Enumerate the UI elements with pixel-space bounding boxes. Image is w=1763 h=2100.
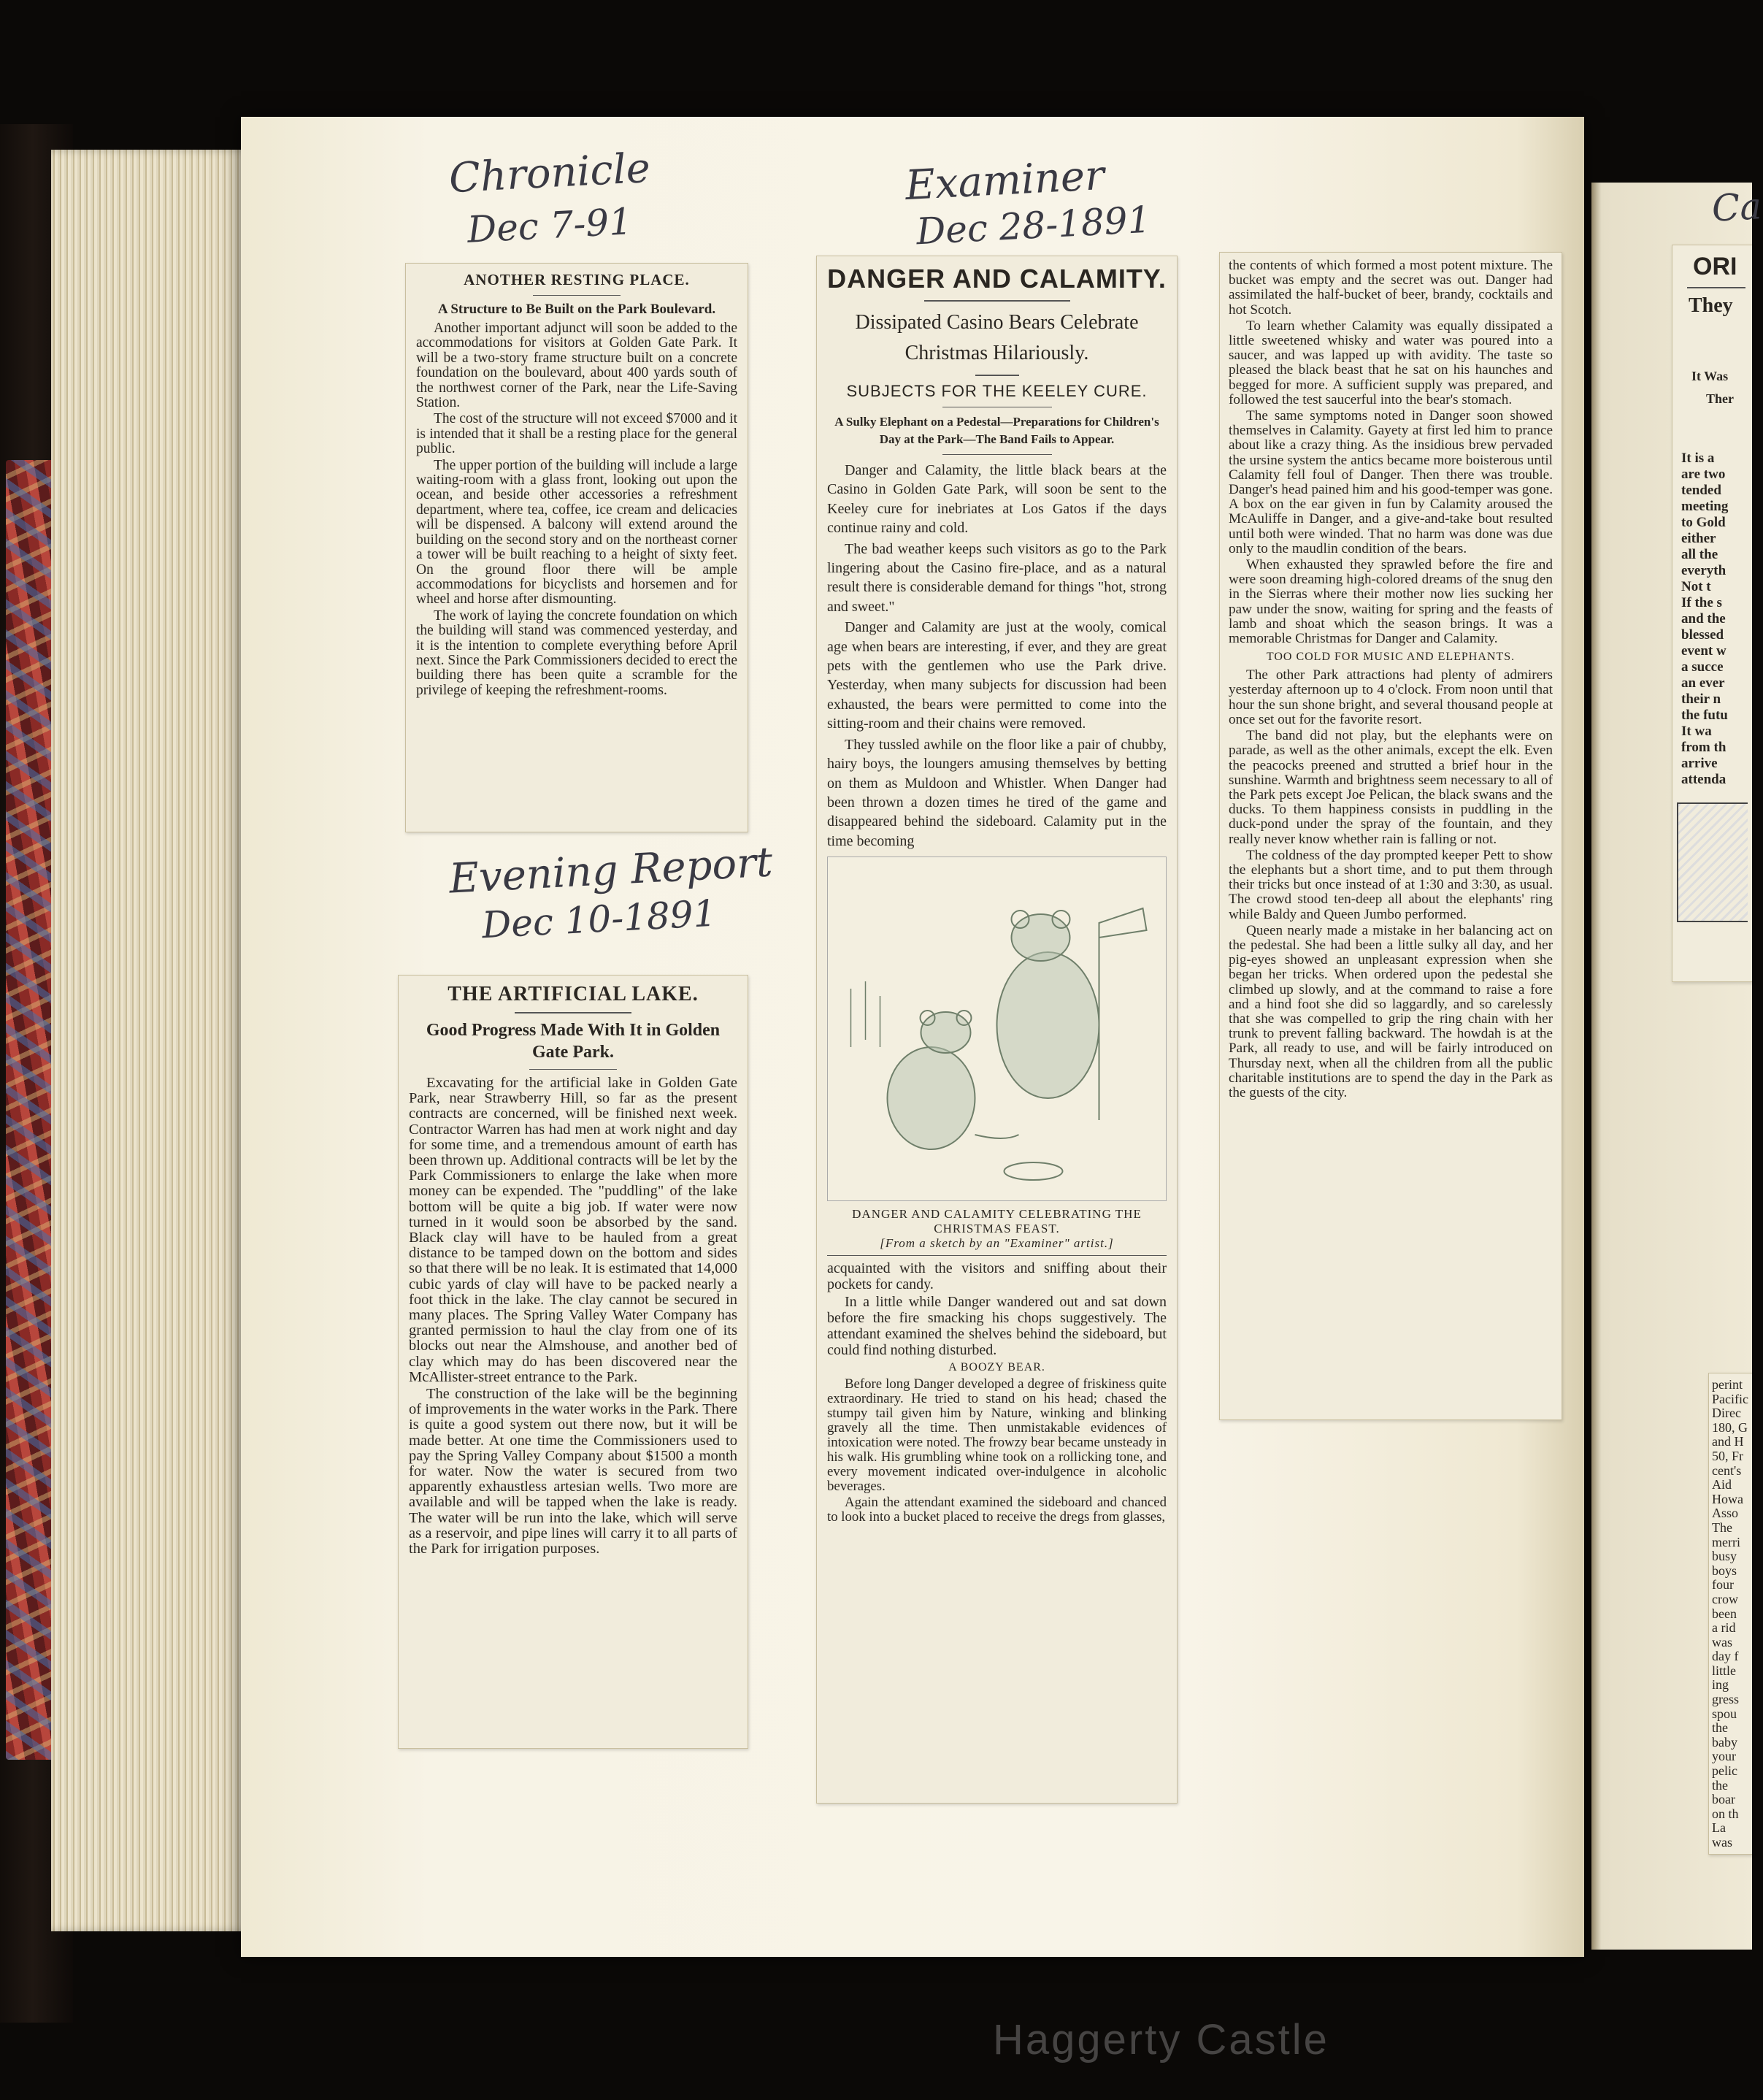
- text-line: tended: [1681, 483, 1721, 498]
- watermark: Haggerty Castle: [993, 2016, 1329, 2063]
- bear-danger-figure: [997, 911, 1099, 1098]
- paragraph: Excavating for the artificial lake in Golden Gate Park, near Strawberry Hill, so far as the present contracts are concerned, will be finished next week. Contractor Warren has had men at work night and day for some time, and a tremendous amount of earth has been thrown up. Additional contracts will be let by the Park Commissioners to enlarge the lake when more money can be expended. The "puddling" of the lake bottom will be quite a big job. If water were now turned in it would soon be absorbed by the sand. Black clay will have to be hauled from a great distance to be tamped down on the bottom and sides so that there will be no leak. It is estimated that 14,000 cubic yards of clay will have to be packed nearly a foot thick in the lake. The clay cannot be secured in many places. The Spring Valley Water Company has granted permission to haul the clay from one of its blocks out near the Almshouse, and another bed of clay which may do has been discovered near the McAllister-street entrance to the Park.: [409, 1075, 737, 1385]
- text-line: on th: [1712, 1806, 1739, 1821]
- article-body-section: [1229, 668, 1553, 1100]
- text-line: been: [1712, 1606, 1737, 1621]
- text-line: boar: [1712, 1792, 1735, 1807]
- handwritten-date-evening-report: Dec 10-1891: [480, 892, 718, 947]
- text-line: are two: [1681, 467, 1726, 482]
- illustration-fragment: [1677, 802, 1748, 922]
- text-line: blessed: [1681, 627, 1724, 643]
- paragraph: Danger and Calamity are just at the wooly, comical age when bears are interesting, if ever, and they are great pets with the gentlemen who use the Park drive. Yesterday, when many subjects for discussion had been exhausted, the bears were permitted to come into the sitting-room and their chains were removed.: [827, 619, 1167, 732]
- headline: THE ARTIFICIAL LAKE.: [448, 983, 699, 1005]
- bottle-flag: [1099, 908, 1147, 938]
- divider: [533, 295, 621, 296]
- text-line: the futu: [1681, 708, 1728, 723]
- paragraph: The bad weather keeps such visitors as go to the Park lingering about the Casino fire-place, and as a natural result there is considerable demand for things "hot, strong and sweet.": [827, 540, 1167, 615]
- text-line: 50, Fr: [1712, 1448, 1744, 1463]
- divider: [942, 454, 1052, 455]
- handwritten-next-page: Ca: [1710, 185, 1763, 230]
- paragraph: The work of laying the concrete foundation on which the building will stand was commenced yesterday, and it is the intention to complete everything before April next. Since the Park Commissioners decided to erect the building there has been quite a scramble for the privilege of keeping the refreshment-rooms.: [416, 608, 737, 698]
- text-line: Pacific: [1712, 1391, 1748, 1406]
- text-line: your: [1712, 1749, 1736, 1764]
- subheadline: A Structure to Be Built on the Park Boulevard.: [437, 302, 716, 317]
- clipping-artificial-lake: [398, 975, 748, 1749]
- subheadline-fragment: They: [1689, 294, 1733, 317]
- text-line: It is a: [1681, 451, 1715, 466]
- divider: [924, 300, 1070, 302]
- paragraph: The same symptoms noted in Danger soon showed themselves in Calamity. Gayety at first led him to prance about like a crazy thing. As the insidious brew pervaded the ursine system the antics became more boisterous until Calamity fell foul of Danger. Then there was trouble. Danger's head pained him and his good-temper was gone. A box on the ear given in fun by Calamity aroused the McAuliffe in Danger, and a give-and-take bout resulted until both were winded. That no harm was done was due only to the maudlin condition of the bears.: [1229, 408, 1553, 556]
- article-body-continued: [827, 1260, 1167, 1358]
- text-line: cent's: [1712, 1463, 1742, 1478]
- article-body: [409, 1076, 737, 1557]
- text-line: arrive: [1681, 756, 1718, 771]
- divider: [515, 1012, 631, 1013]
- divider: [1687, 287, 1745, 288]
- text-line: spou: [1712, 1706, 1737, 1721]
- section-heading: TOO COLD FOR MUSIC AND ELEPHANTS.: [1266, 651, 1516, 664]
- text-line: and H: [1712, 1434, 1744, 1449]
- paragraph: acquainted with the visitors and sniffing about their pockets for candy.: [827, 1260, 1167, 1293]
- text-line: four: [1712, 1577, 1734, 1593]
- text-line: an ever: [1681, 675, 1725, 691]
- article-body: [1229, 258, 1553, 646]
- text-line: was: [1712, 1634, 1732, 1649]
- divider: [827, 1255, 1167, 1256]
- text-fragments: [1677, 451, 1748, 788]
- illustration-caption: DANGER AND CALAMITY CELEBRATING THE CHRISTMAS FEAST.: [852, 1207, 1142, 1236]
- divider: [529, 1069, 617, 1070]
- text-line: meeting: [1681, 499, 1729, 514]
- text-line: Direc: [1712, 1406, 1741, 1421]
- paragraph: The upper portion of the building will include a large waiting-room with a glass front, looking out upon the ocean, and beside other accessories a refreshment department, where tea, coffee, ice cream and delicacies will be dispensed. A balcony will extend around the building on the second story and on the northeast corner a tower will be built reaching to a height of sixty feet. On the ground floor there will be ample accommodations for bicyclists and horsemen and for wheel and horse after dismounting.: [416, 457, 737, 608]
- headline: ANOTHER RESTING PLACE.: [464, 271, 690, 288]
- text-line: If the s: [1681, 595, 1722, 610]
- handwritten-source-examiner: Examiner: [904, 151, 1106, 210]
- text-line: their n: [1681, 691, 1721, 707]
- text-line: was: [1712, 1835, 1732, 1850]
- text-line: Aid: [1712, 1477, 1732, 1492]
- text-line: boys: [1712, 1563, 1737, 1578]
- text-line: attenda: [1681, 772, 1726, 787]
- handwritten-source-evening-report: Evening Report: [448, 838, 774, 903]
- paragraph: Danger and Calamity, the little black bears at the Casino in Golden Gate Park, will soon be sent to the Keeley cure for inebriates at Los Gatos if the days continue rainy and cold.: [827, 462, 1167, 537]
- paragraph: Again the attendant examined the sideboard and chanced to look into a bucket placed to receive the dregs from glasses,: [827, 1495, 1167, 1525]
- text-line: to Gold: [1681, 515, 1726, 530]
- clipping-resting-place: [405, 263, 748, 832]
- clipping-next-page-upper: [1672, 245, 1752, 982]
- text-line: ing: [1712, 1677, 1729, 1693]
- page-edges: [51, 150, 263, 1931]
- illustration-credit: [From a sketch by an "Examiner" artist.]: [880, 1236, 1114, 1251]
- bears-sketch: [828, 857, 1166, 1200]
- text-line: a succe: [1681, 659, 1724, 675]
- paragraph: Another important adjunct will soon be added to the accommodations for visitors at Golden Gate Park. It will be a two-story frame structure built on a concrete foundation on the boulevard, about 400 yards south of the northwest corner of the Park, near the Life-Saving Station.: [416, 321, 737, 411]
- text-line: crow: [1712, 1591, 1738, 1606]
- text-line: Not t: [1681, 579, 1711, 594]
- text-line: the: [1712, 1720, 1728, 1736]
- paragraph: The band did not play, but the elephants were on parade, as well as the other animals, except the elk. Even the peacocks preened and strutted a brief hour in the sunshine. Warmth and brightness seem necessary to all of the Park pets except Joe Pelican, the black swans and the ducks. To them happiness consists in puddling in the duck-pond under the spray of the fountain, and they really never know whether rain is falling or not.: [1229, 728, 1553, 847]
- deck-fragment-2: Ther: [1706, 391, 1734, 406]
- handwritten-source-chronicle: Chronicle: [448, 144, 652, 203]
- illustration-bears: [827, 857, 1167, 1201]
- paragraph: In a little while Danger wandered out and sat down before the fire smacking his chops suggestively. The attendant examined the shelves behind the sideboard, but could find nothing disturbed.: [827, 1294, 1167, 1359]
- text-line: baby: [1712, 1734, 1737, 1750]
- text-line: gress: [1712, 1692, 1739, 1707]
- paragraph: The coldness of the day prompted keeper Pett to show the elephants but a short time, and to put them through their tricks but once instead of at 1:30 and 3:30, as usual. The crowd stood ten-deep all about the elephants' ring while Baldy and Queen Jumbo performed.: [1229, 847, 1553, 922]
- subheadline: Good Progress Made With It in Golden Gate Park.: [426, 1021, 721, 1062]
- text-line: busy: [1712, 1549, 1737, 1564]
- text-line: little: [1712, 1663, 1736, 1678]
- text-line: It wa: [1681, 724, 1712, 739]
- section-heading: A BOOZY BEAR.: [948, 1361, 1045, 1374]
- mug: [1005, 1162, 1063, 1180]
- text-line: day f: [1712, 1649, 1739, 1664]
- text-line: a rid: [1712, 1620, 1736, 1636]
- article-body: [416, 321, 737, 698]
- text-fragments: [1712, 1378, 1749, 1850]
- clipping-next-page-lower: [1708, 1373, 1752, 1855]
- paragraph: The construction of the lake will be the beginning of improvements in the water works in the Park. There is quite a good system out there now, but it will be made better. At one time the Commissioners used to pay the Spring Valley Company about $1500 a month for water. Now the water is secured from two apparently exhaustless artesian wells. Two more are available and will be tapped when the lake is ready. The water will be run into the lake, which will serve as a reservoir, and pipe lines will carry it to all parts of the Park for irrigation purposes.: [409, 1386, 737, 1557]
- headline: DANGER AND CALAMITY.: [827, 264, 1167, 294]
- clipping-danger-continued: [1219, 252, 1562, 1420]
- text-line: pelic: [1712, 1763, 1737, 1779]
- paragraph: To learn whether Calamity was equally dissipated a little sweetened whisky and water was poured into a saucer, and was lapped up with avidity. The taste so pleased the black beast that he sat on his haunches and begged for more. A sufficient supply was prepared, and followed the test saucerful into the bear's stomach.: [1229, 318, 1553, 407]
- handwritten-date-chronicle: Dec 7-91: [466, 200, 634, 251]
- text-line: La: [1712, 1820, 1726, 1836]
- paragraph: The other Park attractions had plenty of admirers yesterday afternoon up to 4 o'clock. From noon until that hour the sun shone bright, and several thousand people at once set out for the favorite resort.: [1229, 667, 1553, 727]
- text-line: and the: [1681, 611, 1726, 626]
- paragraph: Queen nearly made a mistake in her balancing act on the pedestal. She had been a little sulky all day, and her pig-eyes showed an unpleasant expression when she began her tricks. When ordered upon the pedestal she climbed up slowly, and at the command to raise a fore and a hind foot she did so laggardly, and so carelessly that she was compelled to grip the ring chain with her trunk to prevent falling backward. The howdah is at the Park, all ready to use, and will be fairly introduced on Thursday next, when all the children from all the public charitable institutions are to spend the day in the Park as the guests of the city.: [1229, 922, 1553, 1100]
- paragraph: When exhausted they sprawled before the fire and were soon dreaming high-colored dreams of the snug den in the Sierras where their mother now lies sucking her paw under the snow, waiting for spring and the feasts of lamb and shoat which the season brings. It was a memorable Christmas for Danger and Calamity.: [1229, 557, 1553, 647]
- clipping-danger-and-calamity: [816, 256, 1178, 1804]
- text-line: the: [1712, 1777, 1728, 1793]
- text-line: perint: [1712, 1377, 1743, 1392]
- article-body-section: [827, 1377, 1167, 1525]
- deck-fragment-1: It Was: [1691, 369, 1729, 383]
- text-line: The: [1712, 1520, 1732, 1535]
- subheadline: Dissipated Casino Bears Celebrate Christmas Hilariously.: [855, 311, 1139, 364]
- text-line: 180, G: [1712, 1419, 1748, 1435]
- subheadline-secondary: SUBJECTS FOR THE KEELEY CURE.: [846, 382, 1148, 400]
- paragraph: The cost of the structure will not exceed $7000 and it is intended that it shall be a resting place for the general public.: [416, 411, 737, 457]
- text-line: all the: [1681, 547, 1718, 562]
- text-line: Howa: [1712, 1491, 1743, 1506]
- divider: [975, 375, 1019, 376]
- paragraph: Before long Danger developed a degree of friskiness quite extraordinary. He tried to stand on his head; chased the stumpy tail given him by Nature, winking and blinking gravely all the time. Then unmistakable evidences of intoxication were noted. The frowzy bear became unsteady in his walk. His grumbling whine took on a rollicking tone, and every movement indicated over-indulgence in alcoholic beverages.: [827, 1376, 1167, 1495]
- bear-calamity-figure: [888, 1011, 975, 1149]
- headline-fragment: ORI: [1693, 253, 1737, 280]
- text-line: either: [1681, 531, 1716, 546]
- handwritten-date-examiner: Dec 28-1891: [915, 198, 1152, 253]
- deck: A Sulky Elephant on a Pedestal—Preparations for Children's Day at the Park—The Band Fails to Appear.: [834, 415, 1159, 446]
- paragraph: They tussled awhile on the floor like a pair of chubby, hairy boys, the loungers amusing themselves by betting on them as Muldoon and Whistler. When Danger had been thrown a dozen times he tired of the game and disappeared behind the sideboard. Calamity put in the time becoming: [827, 736, 1167, 849]
- text-line: event w: [1681, 643, 1726, 659]
- paragraph: the contents of which formed a most potent mixture. The bucket was empty and the secret was out. Danger had assimilated the half-bucket of beer, brandy, cocktails and hot Scotch.: [1229, 258, 1553, 318]
- article-body: [827, 461, 1167, 851]
- text-line: Asso: [1712, 1506, 1739, 1521]
- text-line: merri: [1712, 1534, 1740, 1549]
- text-line: everyth: [1681, 563, 1726, 578]
- text-line: from th: [1681, 740, 1726, 755]
